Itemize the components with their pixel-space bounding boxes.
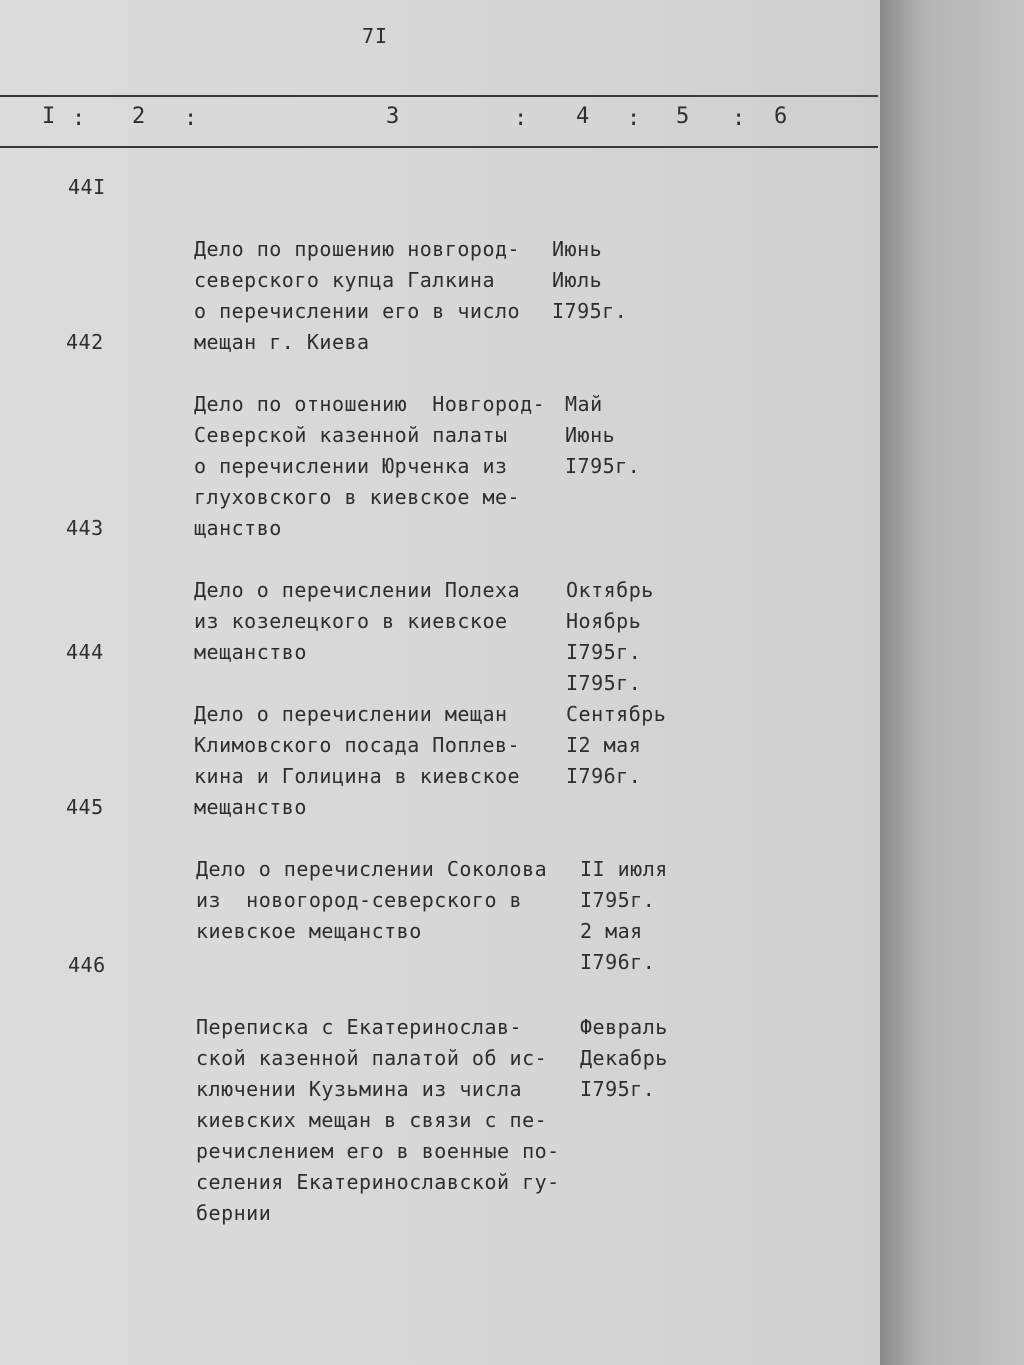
header-rule-bottom <box>0 146 878 148</box>
column-header-1: I <box>42 104 56 129</box>
entry-dates: Октябрь Ноябрь I795г. I795г. <box>566 578 654 695</box>
column-header-4: 4 <box>576 104 590 129</box>
page-number: 7I <box>362 24 389 48</box>
column-header-2: 2 <box>132 104 146 129</box>
entry-number: 445 <box>66 795 104 819</box>
page-edge-shadow <box>880 0 1024 1365</box>
column-header-3: 3 <box>386 104 400 129</box>
column-header-5: 5 <box>676 104 690 129</box>
header-rule-top <box>0 95 878 97</box>
entry-description: Дело по прошению новгород- северского купца Галкина о перечислении его в число мещан г. Киева <box>194 237 521 354</box>
column-header-6: 6 <box>774 104 788 129</box>
entry-number: 444 <box>66 640 104 664</box>
entry-number: 443 <box>66 516 104 540</box>
entry-description: Дело о перечислении Полеха из козелецкого в киевское мещанство <box>194 578 521 664</box>
column-separator: : <box>732 106 746 131</box>
column-separator: : <box>184 106 198 131</box>
column-separator: : <box>72 106 86 131</box>
entry-number: 442 <box>66 330 104 354</box>
entry-dates: Июнь Июль I795г. <box>552 237 628 323</box>
column-separator: : <box>514 106 528 131</box>
entry-number: 446 <box>68 953 106 977</box>
entry-description: Переписка с Екатеринослав- ской казенной палатой об ис- ключении Кузьмина из числа киевских мещан в связи с пе- речислением его в военные по- селения Екатеринославской гу- бернии <box>196 1015 560 1225</box>
entry-dates: II июля I795г. 2 мая I796г. <box>580 857 668 974</box>
entry-dates: Февраль Декабрь I795г. <box>580 1015 668 1101</box>
entry-number: 44I <box>68 175 106 199</box>
entry-description: Дело по отношению Новгород- Северской казенной палаты о перечислении Юрченка из глуховского в киевское ме- щанство <box>194 392 546 540</box>
entry-description: Дело о перечислении мещан Климовского посада Поплев- кина и Голицина в киевское мещанство <box>194 702 521 819</box>
column-separator: : <box>627 106 641 131</box>
entry-dates: Сентябрь I2 мая I796г. <box>566 702 667 788</box>
entry-dates: Май Июнь I795г. <box>565 392 641 478</box>
entry-description: Дело о перечислении Соколова из новогород-северского в киевское мещанство <box>196 857 548 943</box>
